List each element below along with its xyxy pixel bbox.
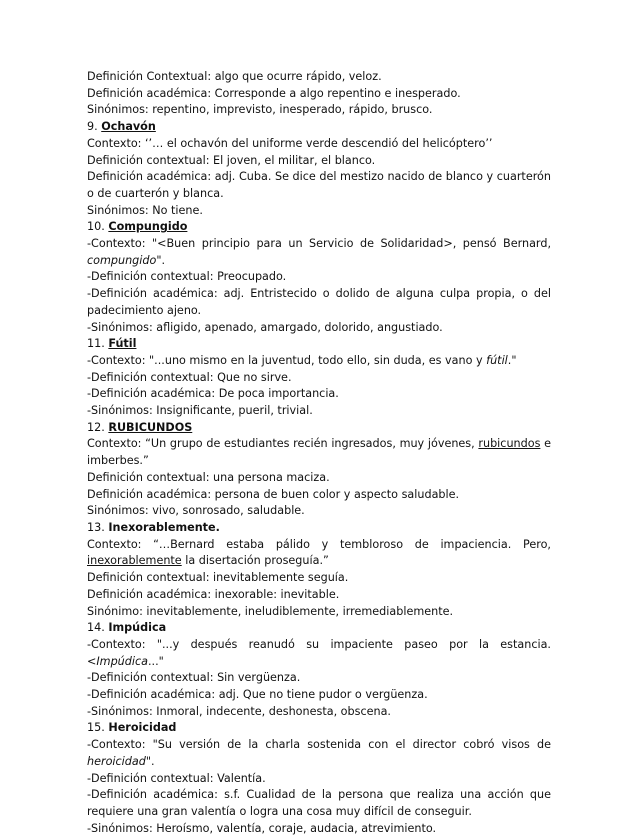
contexto-text-end: ". bbox=[156, 253, 166, 267]
contexto-text-end: ." bbox=[507, 353, 517, 367]
contexto-text-end: ". bbox=[145, 754, 155, 768]
entry-14-heading bbox=[87, 620, 551, 637]
entry-14-def-academica: -Definición académica: adj. Que no tiene pudor o vergüenza. bbox=[87, 688, 428, 702]
entry-number: 13. bbox=[87, 520, 109, 534]
entry-9-def-contextual: Definición contextual: El joven, el militar, el blanco. bbox=[87, 153, 376, 167]
contexto-keyword: compungido bbox=[87, 253, 157, 267]
entry-9-heading bbox=[87, 119, 551, 136]
entry-15-def-academica: -Definición académica: s.f. Cualidad de la persona que realiza una acción que requiere una gran valentía o logra una cosa muy difícil de conseguir. bbox=[87, 788, 551, 818]
entry-13-sinonimos: Sinónimo: inevitablemente, ineludiblemente, irremediablemente. bbox=[87, 604, 454, 618]
entry-term: Heroicidad bbox=[108, 721, 177, 735]
entry-14-def-contextual: -Definición contextual: Sin vergüenza. bbox=[87, 671, 301, 685]
entry-13-def-academica: Definición académica: inexorable: inevitable. bbox=[87, 587, 340, 601]
entry-number: 14. bbox=[87, 621, 109, 635]
entry-10-def-contextual: -Definición contextual: Preocupado. bbox=[87, 270, 287, 284]
contexto-keyword: rubicundos bbox=[478, 437, 541, 451]
contexto-keyword: heroicidad bbox=[87, 754, 146, 768]
entry-10-sinonimos: -Sinónimos: afligido, apenado, amargado, dolorido, angustiado. bbox=[87, 320, 443, 334]
contexto-keyword: fútil bbox=[486, 353, 508, 367]
entry-12-contexto bbox=[87, 436, 551, 469]
entry-11-def-academica: -Definición académica: De poca importancia. bbox=[87, 387, 339, 401]
entry-15-def-contextual: -Definición contextual: Valentía. bbox=[87, 771, 266, 785]
entry-number: 9. bbox=[87, 120, 102, 134]
entry-12-def-academica: Definición académica: persona de buen color y aspecto saludable. bbox=[87, 487, 460, 501]
document-page bbox=[87, 69, 551, 837]
entry-12-heading bbox=[87, 420, 551, 437]
entry-11-sinonimos: -Sinónimos: Insignificante, pueril, trivial. bbox=[87, 404, 313, 418]
contexto-text: -Contexto: "<Buen principio para un Servicio de Solidaridad>, pensó Bernard, bbox=[87, 237, 551, 251]
entry-15-heading bbox=[87, 720, 551, 737]
entry-number: 12. bbox=[87, 420, 109, 434]
entry-number: 10. bbox=[87, 220, 109, 234]
entry-15-sinonimos: -Sinónimos: Heroísmo, valentía, coraje, audacia, atrevimiento. bbox=[87, 821, 437, 835]
entry-13-contexto bbox=[87, 537, 551, 570]
entry-11-def-contextual: -Definición contextual: Que no sirve. bbox=[87, 370, 292, 384]
entry-13-def-contextual: Definición contextual: inevitablemente seguía. bbox=[87, 571, 349, 585]
contexto-text-end: la disertación proseguía.” bbox=[181, 554, 329, 568]
entry-term: Ochavón bbox=[101, 120, 156, 134]
entry-term: Inexorablemente. bbox=[108, 520, 220, 534]
contexto-text: -Contexto: "...y después reanudó su impaciente paseo por la estancia. bbox=[87, 637, 551, 651]
def-academica-8: Definición académica: Corresponde a algo repentino e inesperado. bbox=[87, 86, 461, 100]
entry-9-contexto: Contexto: ‘’… el ochavón del uniforme verde descendió del helicóptero’’ bbox=[87, 136, 493, 150]
contexto-keyword: inexorablemente bbox=[87, 554, 182, 568]
contexto-text: Contexto: “…Bernard estaba pálido y tembloroso de impaciencia. Pero, bbox=[87, 537, 551, 551]
entry-12-sinonimos: Sinónimos: vivo, sonrosado, saludable. bbox=[87, 504, 305, 518]
sinonimos-8: Sinónimos: repentino, imprevisto, inesperado, rápido, brusco. bbox=[87, 103, 433, 117]
entry-10-contexto bbox=[87, 236, 551, 269]
entry-9-sinonimos: Sinónimos: No tiene. bbox=[87, 203, 203, 217]
entry-13-heading bbox=[87, 520, 551, 537]
entry-number: 15. bbox=[87, 721, 109, 735]
entry-14-contexto bbox=[87, 637, 551, 670]
entry-10-def-academica: -Definición académica: adj. Entristecido o dolido de alguna culpa propia, o del padecimiento ajeno. bbox=[87, 287, 551, 317]
contexto-text: -Contexto: "...uno mismo en la juventud, todo ello, sin duda, es vano y bbox=[87, 353, 487, 367]
entry-12-def-contextual: Definición contextual: una persona maciza. bbox=[87, 470, 330, 484]
entry-term: RUBICUNDOS bbox=[108, 420, 193, 434]
contexto-text: Contexto: “Un grupo de estudiantes recién ingresados, muy jóvenes, bbox=[87, 437, 479, 451]
entry-10-heading bbox=[87, 219, 551, 236]
def-contextual-8: Definición Contextual: algo que ocurre rápido, veloz. bbox=[87, 70, 382, 83]
entry-11-heading bbox=[87, 336, 551, 353]
entry-term: Impúdica bbox=[108, 621, 167, 635]
entry-15-contexto bbox=[87, 737, 551, 770]
entry-term: Compungido bbox=[108, 220, 188, 234]
contexto-text: -Contexto: "Su versión de la charla sostenida con el director cobró visos de bbox=[87, 738, 551, 752]
entry-number: 11. bbox=[87, 337, 109, 351]
entry-14-sinonimos: -Sinónimos: Inmoral, indecente, deshonesta, obscena. bbox=[87, 704, 391, 718]
entry-11-contexto bbox=[87, 353, 551, 370]
contexto-keyword: <Impúdica bbox=[87, 654, 148, 668]
entry-term: Fútil bbox=[108, 337, 137, 351]
entry-9-def-academica: Definición académica: adj. Cuba. Se dice del mestizo nacido de blanco y cuarterón o de cuarterón y blanca. bbox=[87, 170, 551, 200]
contexto-text-end: e imberbes.” bbox=[87, 437, 551, 468]
contexto-text-end: ..." bbox=[147, 654, 164, 668]
